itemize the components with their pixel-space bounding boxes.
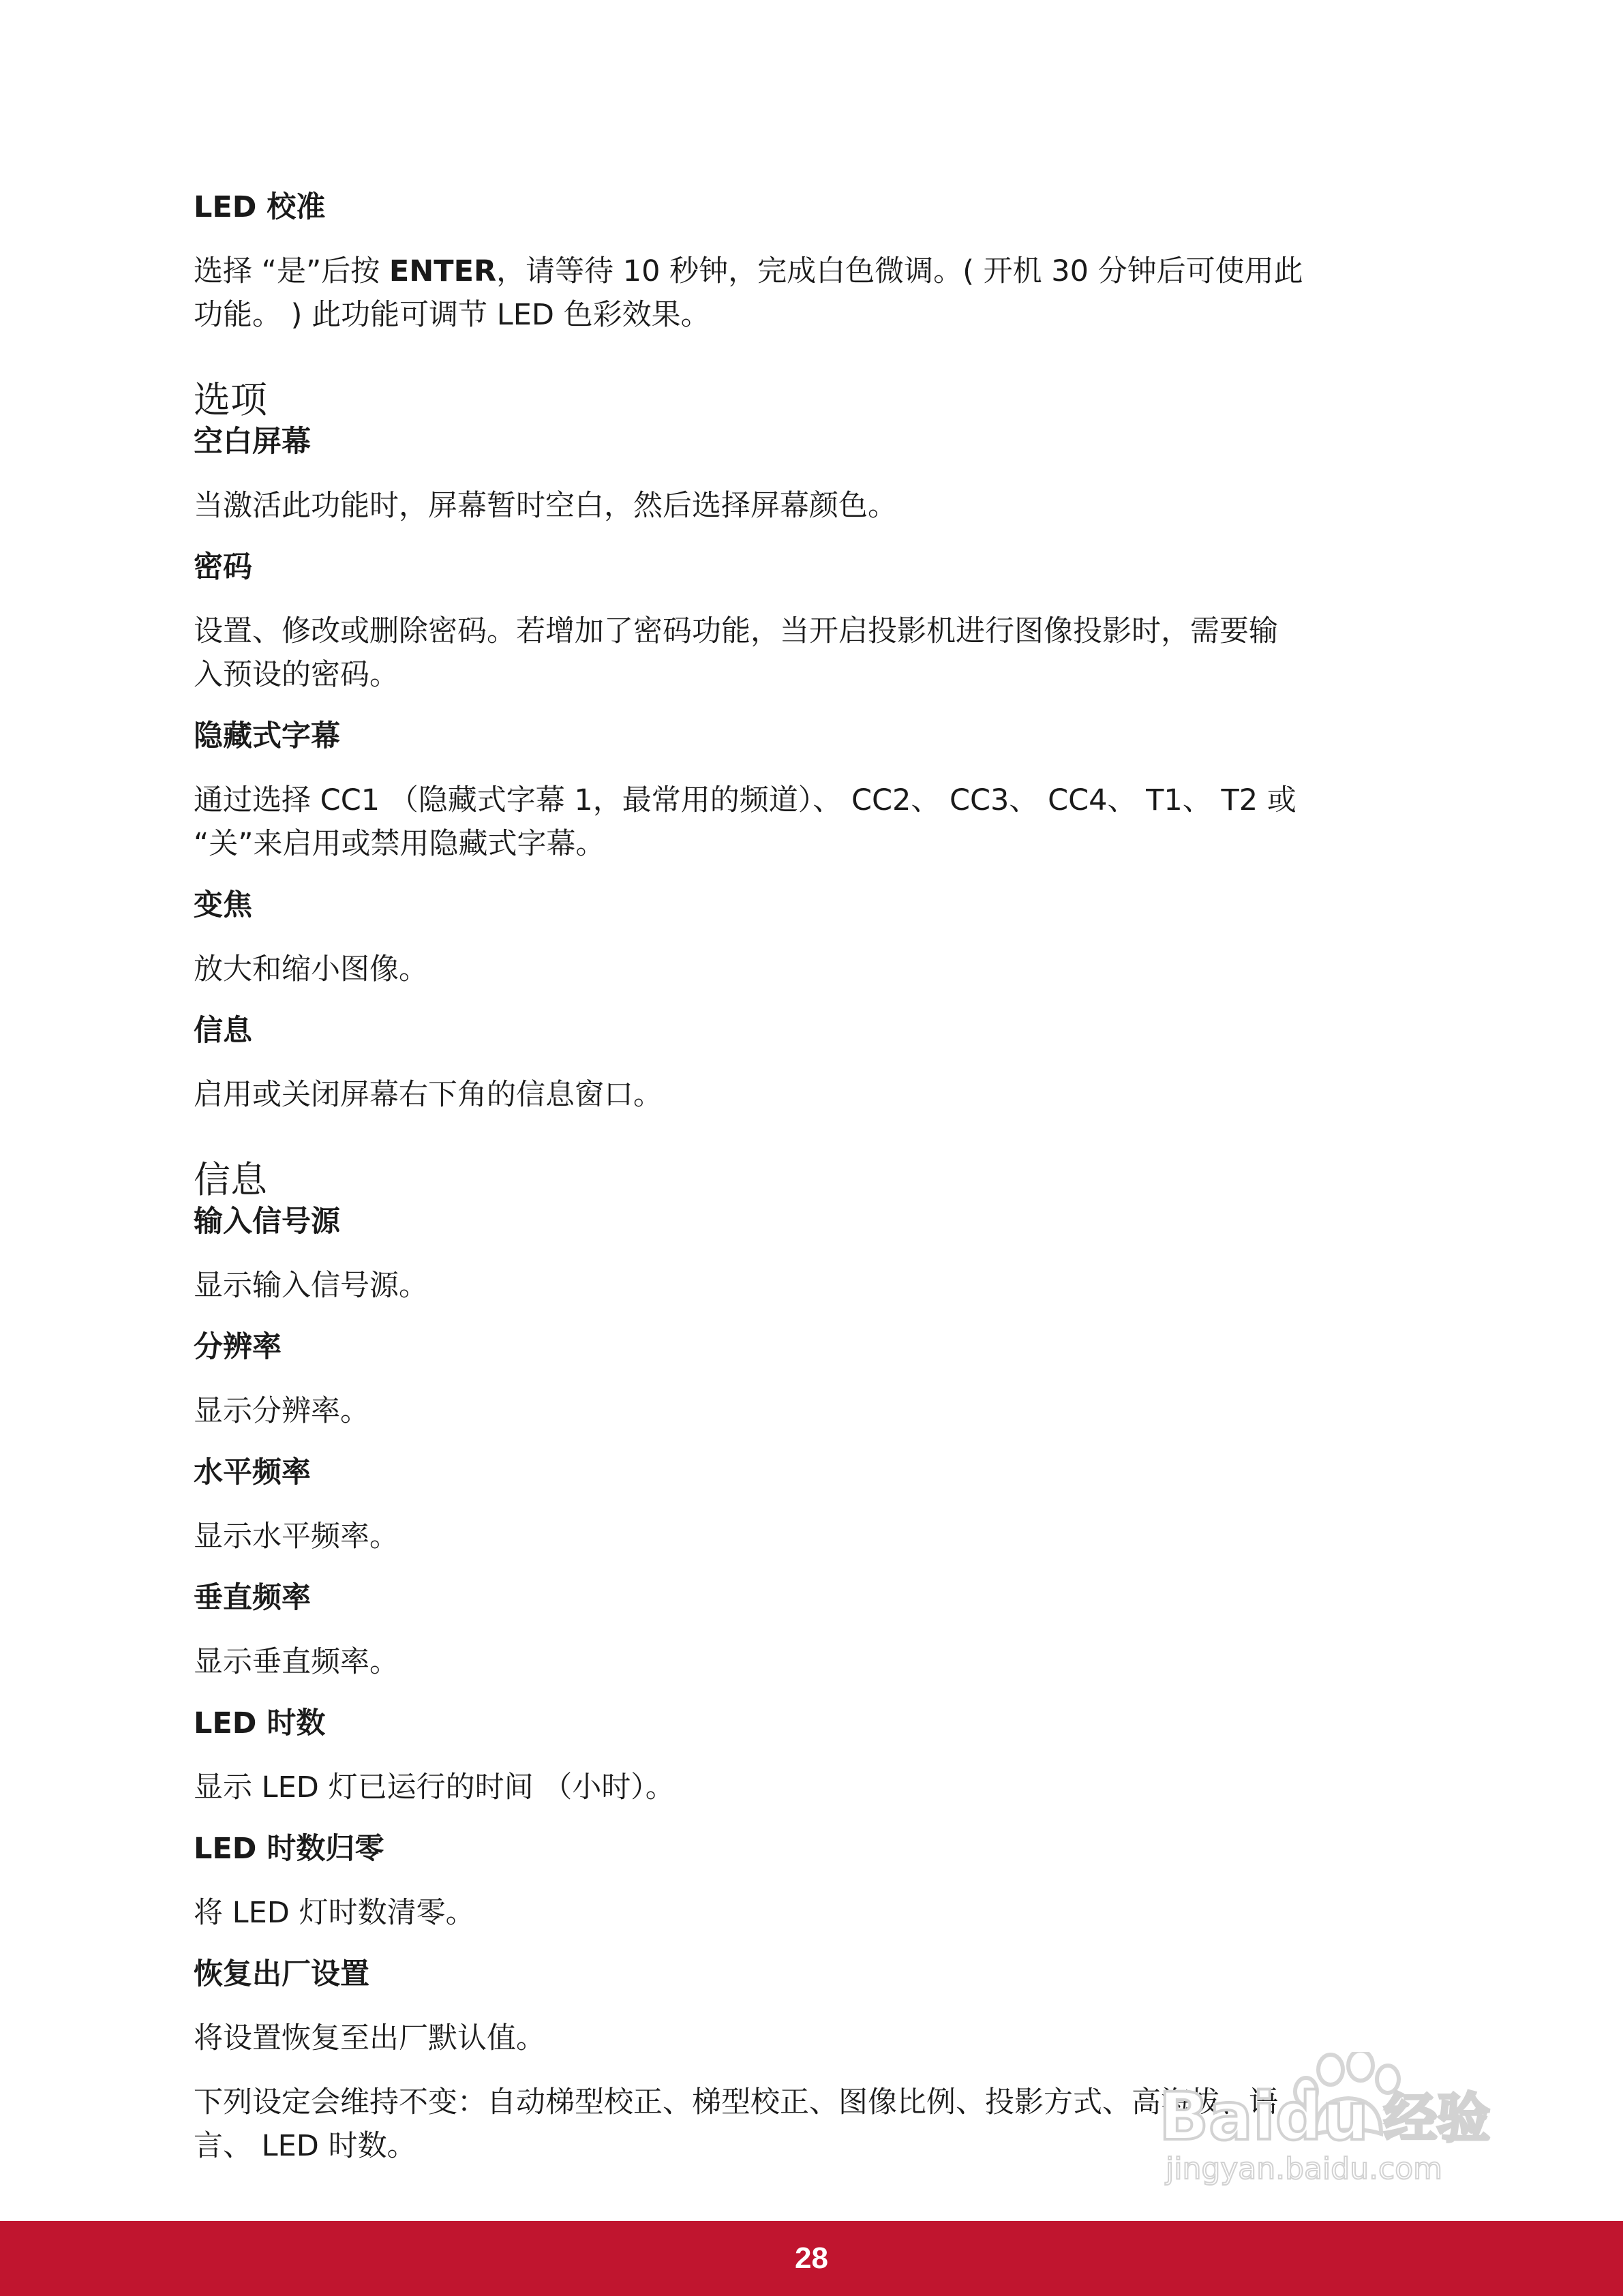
closed-caption-body-line2: “关”来启用或禁用隐藏式字幕。 (194, 827, 605, 861)
footer-bar (0, 2221, 1623, 2296)
resolution-title: 分辨率 (194, 1330, 282, 1364)
factory-reset-note-line1: 下列设定会维持不变：自动梯型校正、梯型校正、图像比例、投影方式、高海拔、语 (194, 2085, 1278, 2119)
factory-reset-title: 恢复出厂设置 (194, 1957, 369, 1991)
password-body (194, 609, 1448, 697)
enter-key-label: ENTER (389, 254, 497, 288)
closed-caption-title: 隐藏式字幕 (194, 719, 340, 753)
factory-reset-note-line2: 言、 LED 时数。 (194, 2129, 416, 2163)
led-calibration-body (194, 250, 1448, 337)
options-heading: 选项 (194, 378, 267, 421)
baidu-jingyan-watermark (1152, 2052, 1534, 2188)
closed-caption-body (194, 779, 1448, 866)
led-hours-title: LED 时数 (194, 1706, 326, 1740)
zoom-body: 放大和缩小图像。 (194, 952, 428, 986)
blank-screen-title: 空白屏幕 (194, 425, 311, 459)
blank-screen-body: 当激活此功能时，屏幕暂时空白，然后选择屏幕颜色。 (194, 489, 897, 523)
information-heading: 信息 (194, 1158, 267, 1201)
password-body-line1: 设置、修改或删除密码。若增加了密码功能，当开启投影机进行图像投影时，需要输 (194, 614, 1278, 648)
document-body (194, 188, 1448, 2168)
info-toggle-body: 启用或关闭屏幕右下角的信息窗口。 (194, 1078, 663, 1112)
password-body-line2: 入预设的密码。 (194, 658, 399, 692)
led-calibration-body-suffix: ，请等待 10 秒钟，完成白色微调。( 开机 30 分钟后可使用此 (496, 254, 1303, 288)
watermark-brand-cn: 经验 (1384, 2088, 1491, 2149)
page-number: 28 (795, 2241, 828, 2275)
input-source-body: 显示输入信号源。 (194, 1269, 428, 1303)
led-hours-reset-body: 将 LED 灯时数清零。 (194, 1896, 475, 1930)
input-source-title: 输入信号源 (194, 1205, 340, 1239)
watermark-url: jingyan.baidu.com (1166, 2151, 1443, 2186)
factory-reset-body: 将设置恢复至出厂默认值。 (194, 2021, 545, 2055)
resolution-body: 显示分辨率。 (194, 1394, 369, 1428)
watermark-brand: Baidu (1159, 2079, 1369, 2155)
led-calibration-title: LED 校准 (194, 190, 326, 224)
led-hours-reset-title: LED 时数归零 (194, 1832, 384, 1866)
closed-caption-body-line1: 通过选择 CC1 （隐藏式字幕 1，最常用的频道）、 CC2、 CC3、 CC4、 T1、 T2 或 (194, 783, 1296, 817)
h-freq-title: 水平频率 (194, 1455, 311, 1490)
h-freq-body: 显示水平频率。 (194, 1520, 399, 1554)
v-freq-body: 显示垂直频率。 (194, 1645, 399, 1679)
password-title: 密码 (194, 550, 252, 584)
v-freq-title: 垂直频率 (194, 1581, 311, 1615)
info-toggle-title: 信息 (194, 1014, 252, 1048)
led-hours-body: 显示 LED 灯已运行的时间 （小时）。 (194, 1770, 675, 1804)
led-calibration-body-line2: 功能。 ) 此功能可调节 LED 色彩效果。 (194, 298, 710, 332)
zoom-title: 变焦 (194, 888, 252, 922)
led-calibration-body-prefix: 选择 “是”后按 (194, 254, 389, 288)
